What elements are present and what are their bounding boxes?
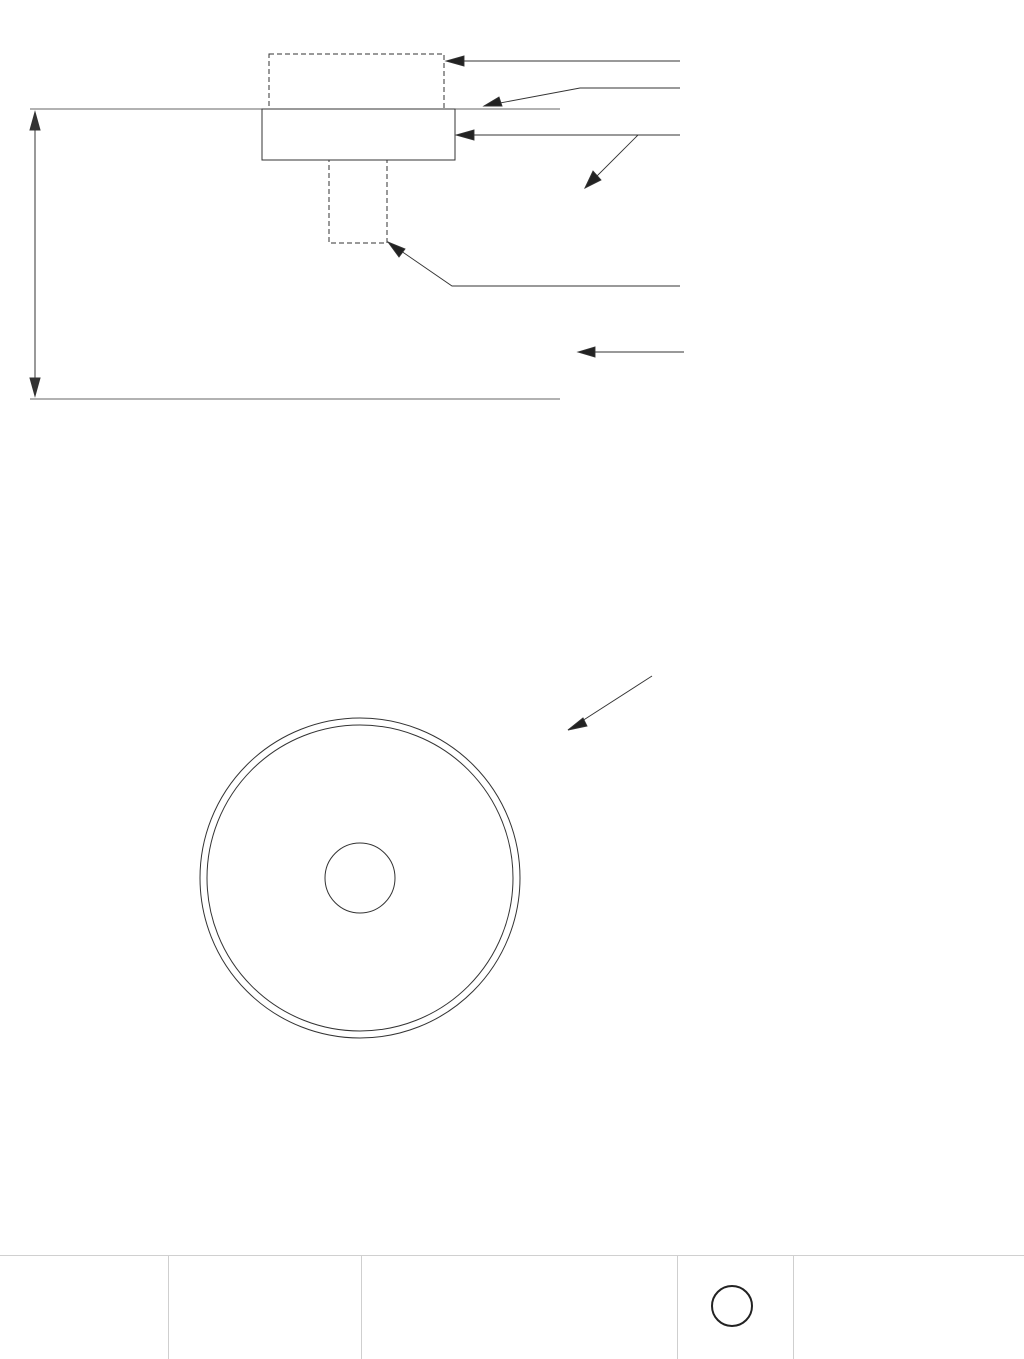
diameter-fraction [561, 703, 562, 704]
diameter-num [561, 703, 562, 704]
dimension-9in [30, 112, 40, 396]
leader-lines [388, 56, 684, 357]
title-block [0, 1255, 1024, 1359]
outer-ring [200, 718, 520, 1038]
brand-cell [793, 1256, 1024, 1359]
bulb-socket-hidden [329, 160, 387, 243]
inner-ring [207, 725, 513, 1031]
dimensions-cell [361, 1256, 678, 1359]
bottom-view-drawing [200, 718, 520, 1038]
canopy [262, 109, 455, 160]
renwil-logo [845, 1284, 980, 1286]
item-number-cell [0, 1256, 169, 1359]
junction-box [269, 54, 444, 109]
dimensions-value [361, 1280, 677, 1306]
etl-listed-icon [702, 1280, 768, 1341]
product-name-cell [168, 1256, 362, 1359]
front-view-drawing [30, 54, 560, 399]
canopy-circle [325, 843, 395, 913]
diameter-dimension [568, 676, 652, 730]
